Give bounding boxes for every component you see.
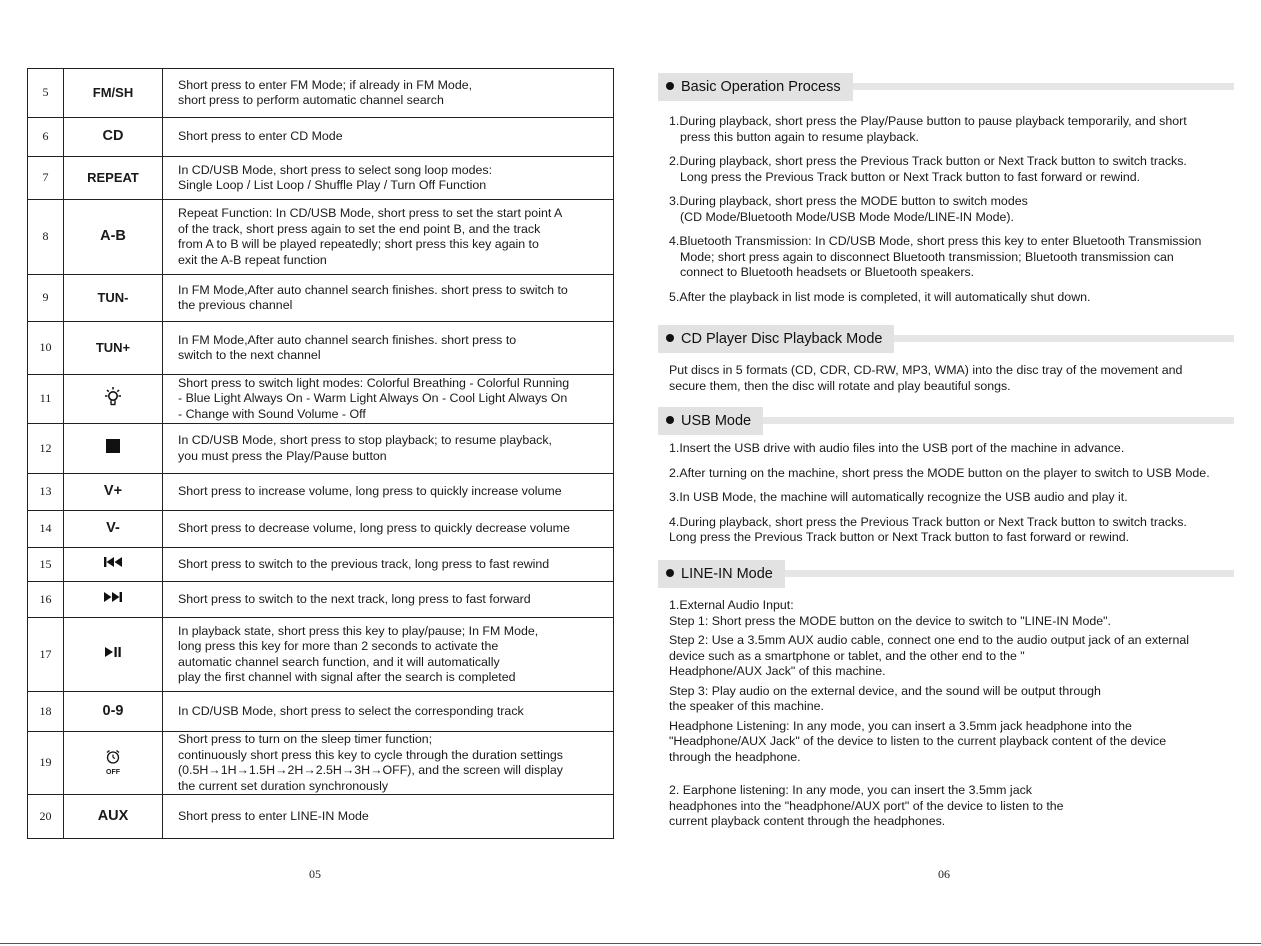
paragraph-item bbox=[669, 466, 1210, 482]
paragraph-line: headphones into the "headphone/AUX port" of the device to listen to the bbox=[669, 798, 1064, 813]
sleep-timer-icon bbox=[105, 749, 121, 770]
paragraph-line: 3.During playback, short press the MODE button to switch modes bbox=[669, 194, 1028, 208]
key-number: 14 bbox=[28, 511, 64, 548]
paragraph-line: 2.During playback, short press the Previous Track button or Next Track button to switch tracks. bbox=[669, 154, 1187, 168]
key-description bbox=[163, 582, 614, 618]
description-line: Short press to enter LINE-IN Mode bbox=[178, 808, 369, 823]
key-description bbox=[163, 692, 614, 732]
paragraph-line: secure them, then the disc will rotate and play beautiful songs. bbox=[669, 378, 1011, 393]
paragraph-item bbox=[669, 290, 1201, 306]
key-function-table bbox=[27, 68, 614, 839]
key-label: FM/SH bbox=[64, 69, 163, 118]
paragraph-item bbox=[669, 114, 1201, 145]
description-line: - Blue Light Always On - Warm Light Always On - Cool Light Always On bbox=[178, 391, 568, 406]
paragraph-item bbox=[669, 598, 1189, 629]
paragraph-line: Headphone/AUX Jack" of this machine. bbox=[669, 664, 886, 678]
key-number: 10 bbox=[28, 322, 64, 375]
section-title-basic bbox=[658, 73, 853, 101]
paragraph-item bbox=[669, 719, 1189, 766]
description-line: you must press the Play/Pause button bbox=[178, 448, 387, 463]
bottom-rule bbox=[0, 943, 1261, 944]
section-title-usb bbox=[658, 407, 763, 435]
paragraph-line: Step 2: Use a 3.5mm AUX audio cable, connect one end to the audio output jack of an external bbox=[669, 633, 1190, 647]
linein-mode-list bbox=[669, 598, 1189, 830]
key-symbol bbox=[64, 548, 163, 582]
paragraph-item bbox=[669, 234, 1201, 281]
paragraph-item bbox=[669, 515, 1210, 546]
paragraph-line: 4.During playback, short press the Previous Track button or Next Track button to switch tracks. bbox=[669, 514, 1187, 529]
key-table-row bbox=[28, 582, 614, 618]
key-number: 7 bbox=[28, 157, 64, 200]
key-table-row bbox=[28, 322, 614, 375]
paragraph-line: current playback content through the headphones. bbox=[669, 814, 946, 828]
play-pause-icon bbox=[104, 646, 122, 663]
previous-track-icon bbox=[103, 556, 123, 573]
key-table-row bbox=[28, 275, 614, 322]
paragraph-item bbox=[669, 194, 1201, 225]
key-table-row bbox=[28, 375, 614, 424]
paragraph-line: device such as a smartphone or tablet, and the other end to the " bbox=[669, 648, 1025, 663]
key-label: TUN+ bbox=[64, 322, 163, 375]
key-table-row bbox=[28, 157, 614, 200]
paragraph-item bbox=[669, 441, 1210, 457]
key-description bbox=[163, 732, 614, 795]
description-line: from A to B will be played repeatedly; short press this key again to bbox=[178, 237, 539, 251]
paragraph-line: 1.Insert the USB drive with audio files into the USB port of the machine in advance. bbox=[669, 441, 1125, 455]
section-title-text: LINE-IN Mode bbox=[681, 566, 773, 582]
key-description bbox=[163, 548, 614, 582]
key-description bbox=[163, 69, 614, 118]
bullet-dot-icon bbox=[666, 569, 674, 577]
paragraph-line: Step 3: Play audio on the external device, and the sound will be output through bbox=[669, 683, 1101, 698]
description-line: short press to perform automatic channel search bbox=[178, 93, 444, 107]
key-table-row bbox=[28, 474, 614, 511]
paragraph-item bbox=[669, 490, 1210, 506]
paragraph-line: Headphone Listening: In any mode, you can insert a 3.5mm jack headphone into the bbox=[669, 718, 1132, 733]
key-table-body bbox=[28, 69, 614, 839]
key-description bbox=[163, 118, 614, 157]
paragraph-line: 5.After the playback in list mode is completed, it will automatically shut down. bbox=[669, 289, 1091, 304]
description-line: In playback state, short press this key to play/pause; In FM Mode, bbox=[178, 623, 539, 638]
description-line: In FM Mode,After auto channel search finishes. short press to bbox=[178, 332, 517, 347]
bullet-dot-icon bbox=[666, 416, 674, 424]
description-line: Single Loop / List Loop / Shuffle Play / Turn Off Function bbox=[178, 178, 487, 192]
paragraph-line: 1.External Audio Input: bbox=[669, 598, 794, 612]
key-number: 20 bbox=[28, 795, 64, 839]
paragraph-line: Long press the Previous Track button or Next Track button to fast forward or rewind. bbox=[680, 169, 1141, 184]
paragraph-item bbox=[669, 783, 1189, 830]
key-label: AUX bbox=[64, 795, 163, 839]
description-line: (0.5H→1H→1.5H→2H→2.5H→3H→OFF), and the screen will display bbox=[178, 763, 563, 777]
key-table-row bbox=[28, 200, 614, 275]
key-number: 18 bbox=[28, 692, 64, 732]
icon-caption: OFF bbox=[106, 768, 120, 776]
key-label: CD bbox=[64, 118, 163, 157]
key-description bbox=[163, 511, 614, 548]
description-line: long press this key for more than 2 seconds to activate the bbox=[178, 639, 499, 653]
section-header-basic bbox=[658, 73, 1234, 101]
description-line: Short press to increase volume, long press to quickly increase volume bbox=[178, 484, 562, 499]
page-number-right: 06 bbox=[938, 867, 950, 881]
section-header-linein bbox=[658, 560, 1234, 588]
key-number: 19 bbox=[28, 732, 64, 795]
key-number: 15 bbox=[28, 548, 64, 582]
paragraph-item bbox=[669, 633, 1189, 680]
paragraph-line: Long press the Previous Track button or Next Track button to fast forward or rewind. bbox=[669, 530, 1130, 544]
description-line: Short press to decrease volume, long press to quickly decrease volume bbox=[178, 521, 570, 536]
key-number: 5 bbox=[28, 69, 64, 118]
key-label: V+ bbox=[64, 474, 163, 511]
description-line: Short press to turn on the sleep timer function; bbox=[178, 732, 433, 746]
description-line: switch to the next channel bbox=[178, 348, 321, 362]
key-description bbox=[163, 795, 614, 839]
description-line: In CD/USB Mode, short press to select the corresponding track bbox=[178, 703, 524, 718]
key-table-row bbox=[28, 692, 614, 732]
bullet-dot-icon bbox=[666, 82, 674, 90]
paragraph-item bbox=[669, 154, 1201, 185]
key-description bbox=[163, 200, 614, 275]
key-table-row bbox=[28, 511, 614, 548]
key-number: 8 bbox=[28, 200, 64, 275]
description-line: the previous channel bbox=[178, 298, 293, 312]
light-icon bbox=[102, 386, 124, 413]
paragraph-line: Mode; short press again to disconnect Bluetooth transmission; Bluetooth transmission can bbox=[680, 249, 1174, 264]
description-line: Short press to switch to the next track, long press to fast forward bbox=[178, 591, 531, 606]
key-label: TUN- bbox=[64, 275, 163, 322]
key-table-row bbox=[28, 118, 614, 157]
paragraph-line: 2. Earphone listening: In any mode, you can insert the 3.5mm jack bbox=[669, 783, 1032, 797]
key-table-row bbox=[28, 548, 614, 582]
key-label: 0-9 bbox=[64, 692, 163, 732]
paragraph-line: 2.After turning on the machine, short press the MODE button on the player to switch to USB Mode. bbox=[669, 465, 1210, 480]
usb-mode-list bbox=[669, 441, 1210, 546]
key-symbol bbox=[64, 424, 163, 474]
key-description bbox=[163, 275, 614, 322]
paragraph-line: "Headphone/AUX Jack" of the device to listen to the current playback content of the device bbox=[669, 734, 1167, 748]
paragraph-line: press this button again to resume playback. bbox=[680, 129, 919, 144]
key-description bbox=[163, 322, 614, 375]
description-line: - Change with Sound Volume - Off bbox=[178, 406, 366, 421]
description-line: In CD/USB Mode, short press to stop playback; to resume playback, bbox=[178, 433, 552, 447]
key-number: 9 bbox=[28, 275, 64, 322]
section-title-text: Basic Operation Process bbox=[681, 79, 841, 95]
section-header-usb bbox=[658, 407, 1234, 435]
description-line: In CD/USB Mode, short press to select song loop modes: bbox=[178, 162, 493, 177]
key-description bbox=[163, 157, 614, 200]
section-title-cd bbox=[658, 325, 894, 353]
paragraph-line: connect to Bluetooth headsets or Bluetooth speakers. bbox=[680, 265, 975, 279]
key-number: 11 bbox=[28, 375, 64, 424]
key-table-row bbox=[28, 69, 614, 118]
basic-operation-list bbox=[669, 114, 1201, 305]
paragraph-line: Step 1: Short press the MODE button on the device to switch to "LINE-IN Mode". bbox=[669, 613, 1111, 628]
description-line: exit the A-B repeat function bbox=[178, 252, 327, 267]
key-table-row bbox=[28, 618, 614, 692]
key-symbol bbox=[64, 732, 163, 795]
section-title-linein bbox=[658, 560, 785, 588]
paragraph-line: Put discs in 5 formats (CD, CDR, CD-RW, MP3, WMA) into the disc tray of the movement and bbox=[669, 363, 1183, 377]
description-line: automatic channel search function, and it will automatically bbox=[178, 654, 500, 669]
bullet-dot-icon bbox=[666, 334, 674, 342]
key-label: A-B bbox=[64, 200, 163, 275]
description-line: Short press to switch light modes: Colorful Breathing - Colorful Running bbox=[178, 375, 570, 390]
key-description bbox=[163, 424, 614, 474]
key-number: 16 bbox=[28, 582, 64, 618]
next-track-icon bbox=[103, 591, 123, 608]
paragraph-line: (CD Mode/Bluetooth Mode/USB Mode Mode/LINE-IN Mode). bbox=[680, 209, 1015, 224]
cd-mode-text bbox=[669, 363, 1182, 394]
key-description bbox=[163, 375, 614, 424]
key-label: REPEAT bbox=[64, 157, 163, 200]
key-table-row bbox=[28, 795, 614, 839]
page-number-left: 05 bbox=[309, 867, 321, 881]
key-symbol bbox=[64, 582, 163, 618]
key-number: 6 bbox=[28, 118, 64, 157]
paragraph-item bbox=[669, 684, 1189, 715]
key-label: V- bbox=[64, 511, 163, 548]
key-table-row bbox=[28, 732, 614, 795]
section-header-cd bbox=[658, 325, 1234, 353]
description-line: the current set duration synchronously bbox=[178, 778, 389, 793]
paragraph-line: the speaker of this machine. bbox=[669, 699, 824, 713]
paragraph-line: 4.Bluetooth Transmission: In CD/USB Mode, short press this key to enter Bluetooth Transmission bbox=[669, 234, 1202, 248]
key-number: 12 bbox=[28, 424, 64, 474]
paragraph-line: through the headphone. bbox=[669, 749, 801, 764]
description-line: play the first channel with signal after the search is completed bbox=[178, 670, 516, 684]
description-line: of the track, short press again to set the end point B, and the track bbox=[178, 221, 541, 236]
description-line: continuously short press this key to cycle through the duration settings bbox=[178, 747, 564, 762]
key-number: 17 bbox=[28, 618, 64, 692]
key-symbol bbox=[64, 375, 163, 424]
description-line: In FM Mode,After auto channel search finishes. short press to switch to bbox=[178, 282, 568, 297]
stop-icon bbox=[105, 438, 121, 459]
description-line: Short press to enter FM Mode; if already in FM Mode, bbox=[178, 77, 473, 92]
section-title-text: USB Mode bbox=[681, 413, 752, 429]
paragraph-line: 1.During playback, short press the Play/Pause button to pause playback temporarily, and short bbox=[669, 114, 1187, 128]
description-line: Short press to switch to the previous track, long press to fast rewind bbox=[178, 556, 550, 571]
key-number: 13 bbox=[28, 474, 64, 511]
paragraph-line: 3.In USB Mode, the machine will automatically recognize the USB audio and play it. bbox=[669, 490, 1128, 504]
description-line: Repeat Function: In CD/USB Mode, short press to set the start point A bbox=[178, 206, 563, 220]
key-table-row bbox=[28, 424, 614, 474]
description-line: Short press to enter CD Mode bbox=[178, 129, 343, 144]
key-symbol bbox=[64, 618, 163, 692]
key-description bbox=[163, 618, 614, 692]
section-title-text: CD Player Disc Playback Mode bbox=[681, 331, 883, 347]
key-description bbox=[163, 474, 614, 511]
